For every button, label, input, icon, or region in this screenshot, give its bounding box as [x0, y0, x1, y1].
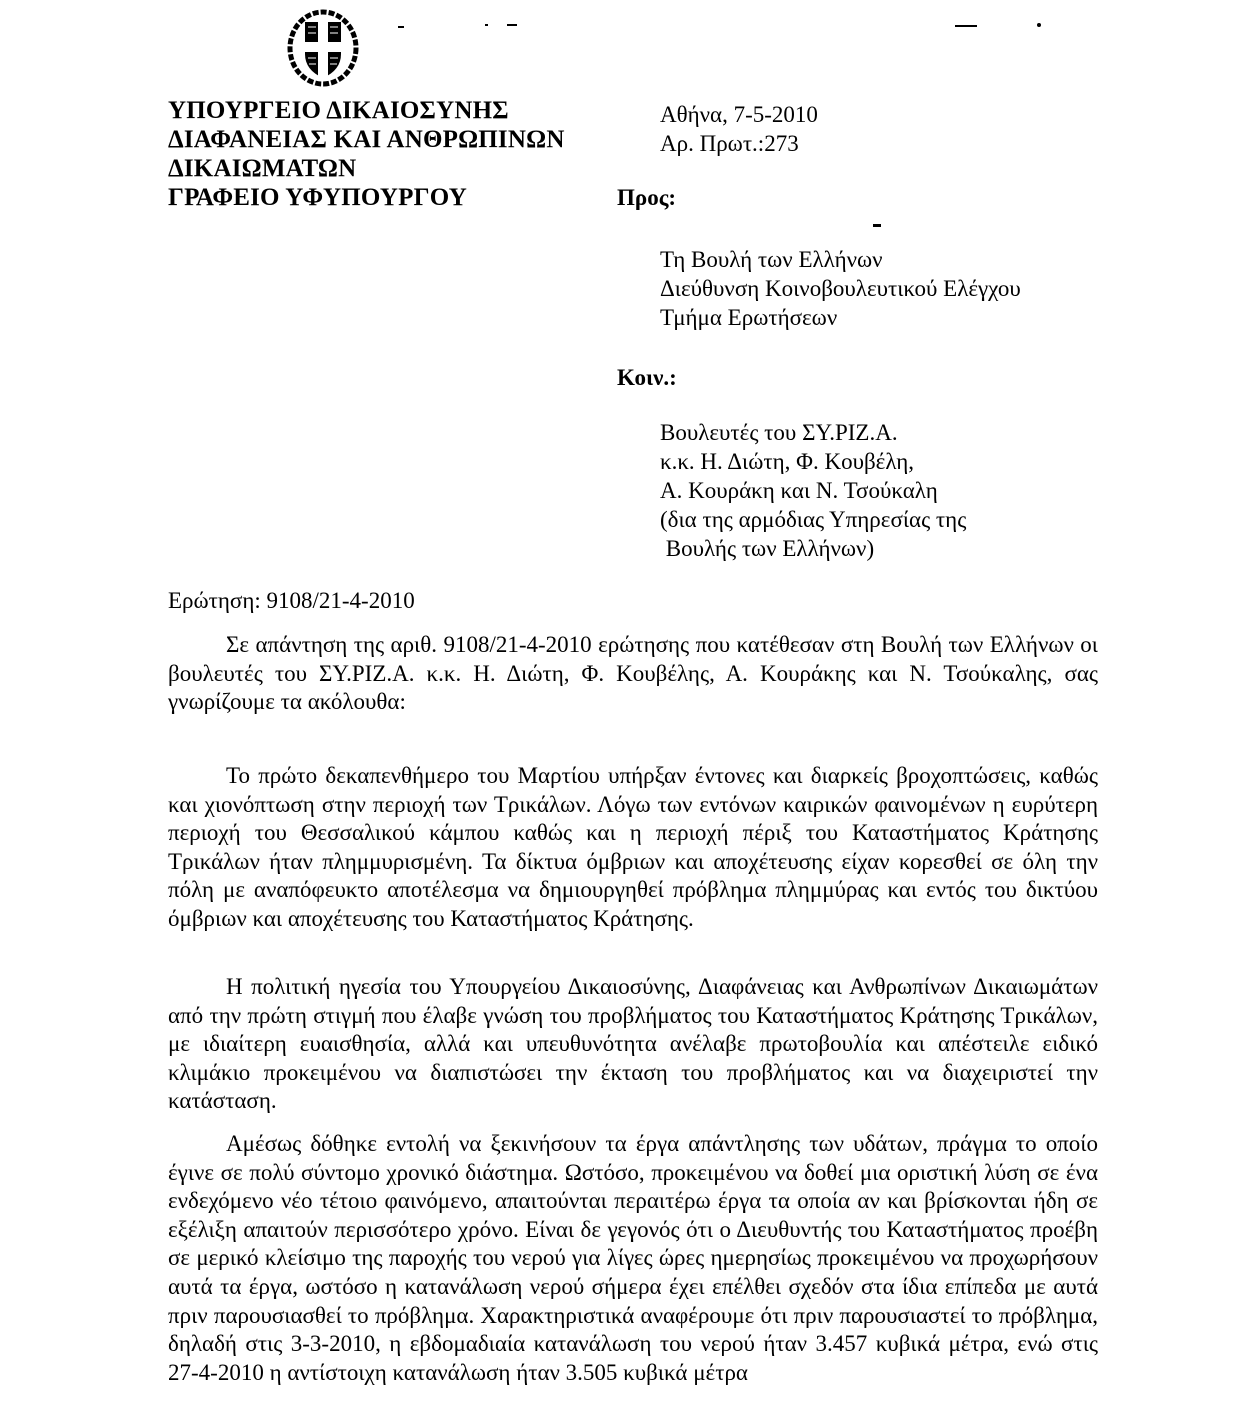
- protocol-number: Αρ. Πρωτ.:273: [660, 131, 799, 156]
- paragraph-text: Το πρώτο δεκαπενθήμερο του Μαρτίου υπήρξαν έντονες και διαρκείς βροχοπτώσεις, καθώς και χιονόπτωση στην περιοχή των Τρικάλων. Λόγω των εντόνων καιρικών φαινομένων η ευρύτερη περιοχή του Θεσσαλικού κάμπου καθώς και η περιοχή πέριξ του Καταστήματος Κράτησης Τρικάλων ήταν πλημμυρισμένη. Τα δίκτυα όμβριων και αποχέτευσης είχαν κορεσθεί σε όλη την πόλη με αναπόφευκτο αποτέλεσμα να δημιουργηθεί πρόβλημα πλημμύρας και εντός του δικτύου όμβριων και αποχέτευσης του Καταστήματος Κράτησης.: [168, 763, 1098, 931]
- cc-line: Α. Κουράκη και Ν. Τσούκαλη: [660, 478, 938, 503]
- recipient-block: [660, 245, 1021, 332]
- body-paragraph: [168, 1130, 1098, 1387]
- ministry-line: ΔΙΚΑΙΩΜΑΤΩΝ: [168, 155, 357, 182]
- to-label: Προς:: [617, 185, 677, 210]
- cc-line: Βουλής των Ελλήνων): [660, 536, 875, 561]
- question-reference: Ερώτηση: 9108/21-4-2010: [168, 588, 415, 613]
- document-meta: [660, 100, 818, 158]
- cc-block: [660, 418, 966, 563]
- scan-artifact: [507, 24, 517, 26]
- cc-label: Κοιν.:: [617, 365, 677, 390]
- scan-artifact: [873, 224, 881, 227]
- body-paragraph: [168, 762, 1098, 934]
- ministry-line: ΔΙΑΦΑΝΕΙΑΣ ΚΑΙ ΑΝΘΡΩΠΙΝΩΝ: [168, 126, 565, 153]
- greek-coat-of-arms-icon: [287, 8, 359, 88]
- place-date: Αθήνα, 7-5-2010: [660, 102, 818, 127]
- cc-line: (δια της αρμόδιας Υπηρεσίας της: [660, 507, 967, 532]
- scan-artifact: [485, 24, 488, 26]
- body-paragraph: [168, 631, 1098, 717]
- cc-line: Βουλευτές του ΣΥ.ΡΙΖ.Α.: [660, 420, 898, 445]
- scan-artifact: [955, 25, 977, 27]
- paragraph-text: Αμέσως δόθηκε εντολή να ξεκινήσουν τα έργα απάντλησης των υδάτων, πράγμα το οποίο έγινε σε πολύ σύντομο χρονικό διάστημα. Ωστόσο, προκειμένου να δοθεί μια οριστική λύση σε ένα ενδεχόμενο νέο τέτοιο φαινόμενο, απαιτούνται περαιτέρω έργα τα οποία αν και βρίσκονται ήδη σε εξέλιξη απαιτούν περισσότερο χρόνο. Είναι δε γεγονός ότι ο Διευθυντής του Καταστήματος προέβη σε μερικό κλείσιμο της παροχής του νερού για λίγες ώρες ημερησίως προκειμένου να προχωρήσουν αυτά τα έργα, ωστόσο η κατανάλωση νερού σήμερα έχει επέλθει σχεδόν στα ίδια επίπεδα με αυτά πριν παρουσιασθεί το πρόβλημα. Χαρακτηριστικά αναφέρουμε ότι πριν παρουσιαστεί το πρόβλημα, δηλαδή στις 3-3-2010, η εβδομαδιαία κατανάλωση του νερού ήταν 3.457 κυβικά μέτρα, ενώ στις 27-4-2010 η αντίστοιχη κατανάλωση ήταν 3.505 κυβικά μέτρα: [168, 1131, 1098, 1385]
- ministry-header: [168, 96, 565, 212]
- paragraph-text: Σε απάντηση της αριθ. 9108/21-4-2010 ερώτησης που κατέθεσαν στη Βουλή των Ελλήνων οι βουλευτές του ΣΥ.ΡΙΖ.Α. κ.κ. Η. Διώτη, Φ. Κουβέλης, Α. Κουράκης και Ν. Τσούκαλης, σας γνωρίζουμε τα ακόλουθα:: [168, 632, 1098, 715]
- scan-artifact: [1037, 23, 1041, 27]
- ministry-line: ΓΡΑΦΕΙΟ ΥΦΥΠΟΥΡΓΟΥ: [168, 184, 467, 211]
- paragraph-text: Η πολιτική ηγεσία του Υπουργείου Δικαιοσύνης, Διαφάνειας και Ανθρωπίνων Δικαιωμάτων από την πρώτη στιγμή που έλαβε γνώση του προβλήματος του Καταστήματος Κράτησης Τρικάλων, με ιδιαίτερη ευαισθησία, αλλά και υπευθυνότητα ανέλαβε πρωτοβουλία και απέστειλε ειδικό κλιμάκιο προκειμένου να διαπιστώσει την έκταση του προβλήματος και να διαχειριστεί την κατάσταση.: [168, 974, 1098, 1114]
- ministry-line: ΥΠΟΥΡΓΕΙΟ ΔΙΚΑΙΟΣΥΝΗΣ: [168, 97, 509, 124]
- recipient-line: Τμήμα Ερωτήσεων: [660, 305, 838, 330]
- cc-line: κ.κ. Η. Διώτη, Φ. Κουβέλη,: [660, 449, 915, 474]
- scan-artifact: [398, 26, 404, 28]
- recipient-line: Τη Βουλή των Ελλήνων: [660, 247, 883, 272]
- recipient-line: Διεύθυνση Κοινοβουλευτικού Ελέγχου: [660, 276, 1021, 301]
- body-paragraph: [168, 973, 1098, 1116]
